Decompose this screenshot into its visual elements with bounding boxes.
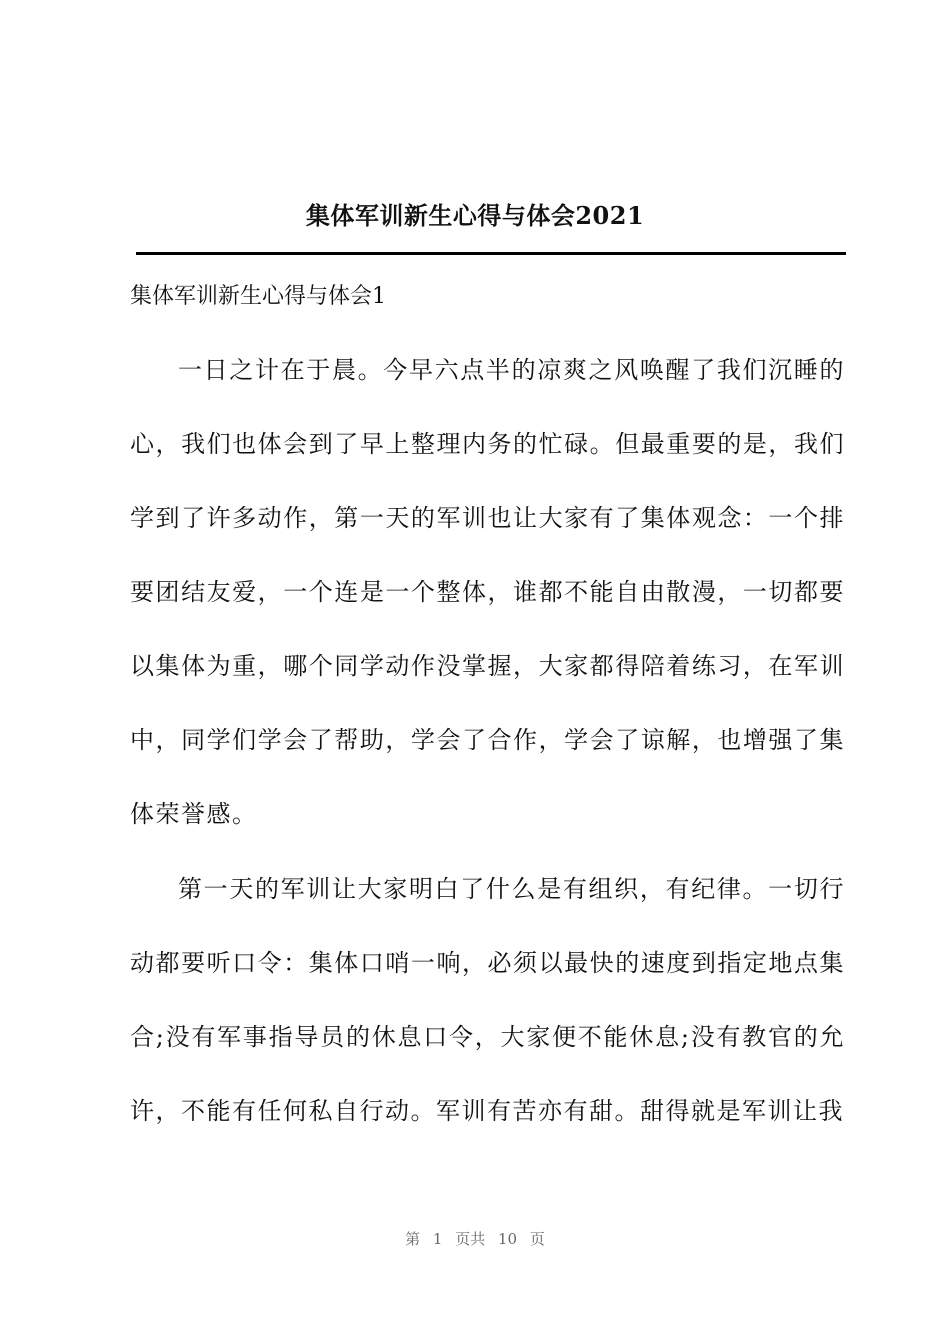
body-paragraph-2: 第一天的军训让大家明白了什么是有组织，有纪律。一切行动都要听口令：集体口哨一响，必须以最快的速度到指定地点集合;没有军事指导员的休息口令，大家便不能休息;没有教官的允许，不能有任何私自行动。军训有苦亦有甜。甜得就是军训让我 <box>130 875 845 1125</box>
body-paragraph-1: 一日之计在于晨。今早六点半的凉爽之风唤醒了我们沉睡的心，我们也体会到了早上整理内务的忙碌。但最重要的是，我们学到了许多动作，第一天的军训也让大家有了集体观念：一个排要团结友爱，一个连是一个整体，谁都不能自由散漫，一切都要以集体为重，哪个同学动作没掌握，大家都得陪着练习，在军训中，同学们学会了帮助，学会了合作，学会了谅解，也增强了集体荣誉感。 <box>130 356 845 828</box>
document-title: 集体军训新生心得与体会2021 <box>305 201 645 230</box>
title-divider <box>136 252 846 255</box>
section-heading: 集体军训新生心得与体会1 <box>130 284 386 309</box>
page-number-footer: 第 1 页共 10 页 <box>405 1230 545 1248</box>
